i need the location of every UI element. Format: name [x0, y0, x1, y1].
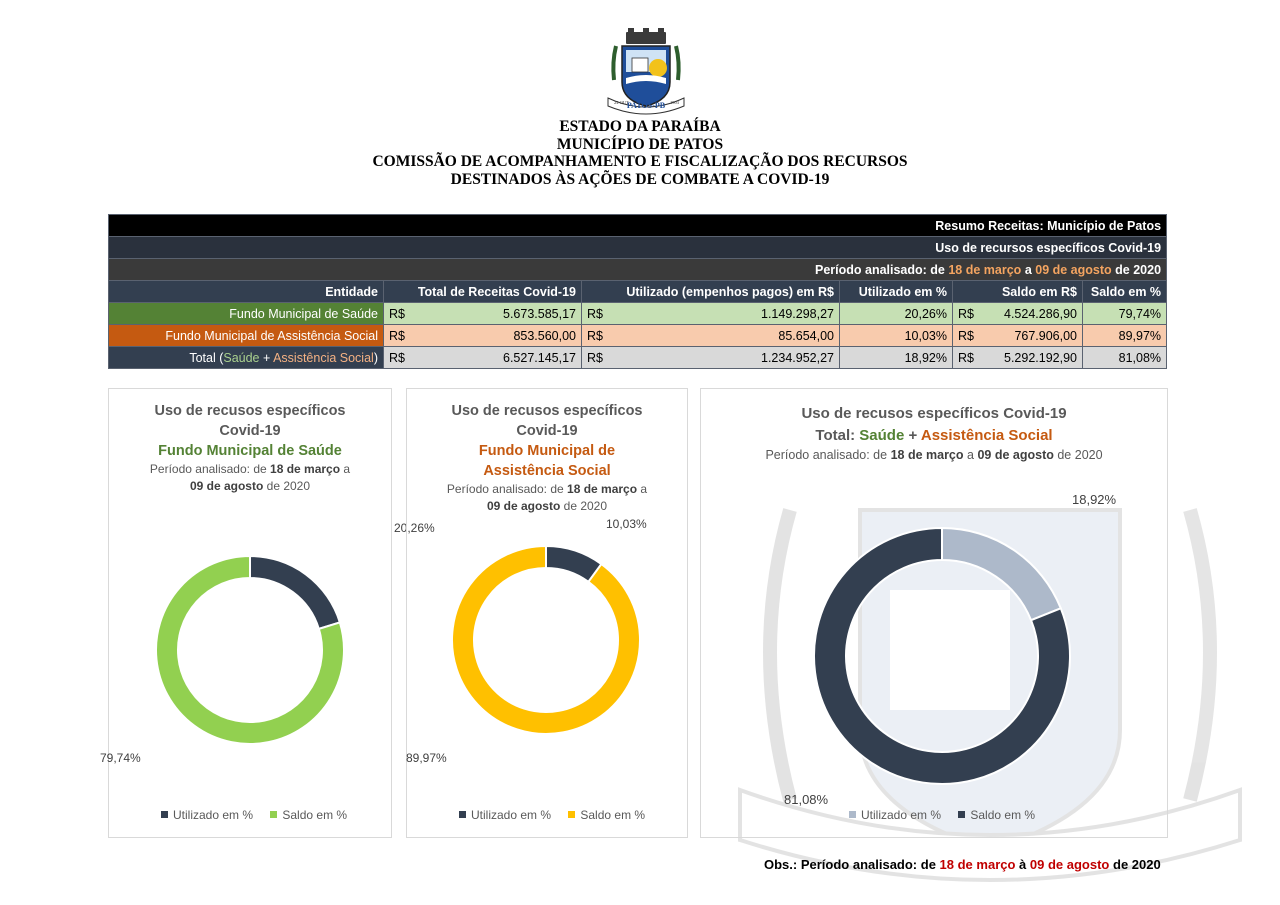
- data-label: 18,92%: [1072, 492, 1117, 507]
- data-label: 81,08%: [784, 792, 829, 807]
- chart-legend: Utilizado em % Saldo em %: [161, 808, 361, 822]
- svg-text:PATOS-PB: PATOS-PB: [626, 101, 666, 110]
- chart-period: Período analisado: de 18 de março a 09 de agosto de 2020: [765, 448, 1103, 462]
- balance-cell: R$ 5.292.192,90: [953, 347, 1083, 369]
- chart-panel-total: [700, 388, 1168, 838]
- used-cell: R$ 85.654,00: [582, 325, 840, 347]
- donut-chart: [407, 519, 687, 779]
- entity-cell: Fundo Municipal de Saúde: [109, 303, 384, 325]
- header-purpose: DESTINADOS ÀS AÇÕES DE COMBATE A COVID-19: [450, 170, 830, 188]
- total-cell: R$ 853.560,00: [384, 325, 582, 347]
- used-cell: R$ 1.234.952,27: [582, 347, 840, 369]
- balance-pct-cell: 81,08%: [1083, 347, 1167, 369]
- legend-swatch: [568, 811, 575, 818]
- donut-slice-used: [250, 556, 340, 629]
- chart-title: Uso de recusos específicos: [451, 403, 643, 419]
- table-subtitle: Uso de recursos específicos Covid-19: [109, 237, 1167, 259]
- col-header: Total de Receitas Covid-19: [384, 281, 582, 303]
- col-header: Saldo em R$: [953, 281, 1083, 303]
- table-header-row: [109, 281, 1167, 303]
- col-header: Utilizado (empenhos pagos) em R$: [582, 281, 840, 303]
- chart-subtitle: Assistência Social: [483, 463, 611, 479]
- table-row-total: [109, 347, 1167, 369]
- legend-swatch: [270, 811, 277, 818]
- balance-cell: R$ 4.524.286,90: [953, 303, 1083, 325]
- used-pct-cell: 18,92%: [840, 347, 953, 369]
- header-commission: COMISSÃO DE ACOMPANHAMENTO E FISCALIZAÇÃO DOS RECURSOS: [372, 153, 908, 170]
- data-label: 20,26%: [394, 521, 435, 535]
- summary-table: [108, 214, 1167, 369]
- data-label: 89,97%: [406, 751, 447, 765]
- chart-title: Uso de recusos específicos: [154, 403, 346, 419]
- entity-cell: Fundo Municipal de Assistência Social: [109, 325, 384, 347]
- chart-subtitle: Fundo Municipal de: [478, 443, 616, 459]
- table-title: Resumo Receitas: Município de Patos: [109, 215, 1167, 237]
- legend-swatch: [958, 811, 965, 818]
- observation-note: Obs.: Período analisado: de 18 de março à 09 de agosto de 2020: [764, 857, 1161, 872]
- chart-period: Período analisado: de 18 de março a 09 de agosto de 2020: [149, 462, 351, 493]
- chart-period: Período analisado: de 18 de março a 09 de agosto de 2020: [446, 482, 648, 513]
- total-cell: R$ 6.527.145,17: [384, 347, 582, 369]
- col-header: Saldo em %: [1083, 281, 1167, 303]
- chart-title: Covid-19: [219, 423, 281, 439]
- data-label: 79,74%: [100, 751, 141, 765]
- balance-pct-cell: 89,97%: [1083, 325, 1167, 347]
- used-cell: R$ 1.149.298,27: [582, 303, 840, 325]
- donut-slice-used: [942, 528, 1061, 620]
- total-cell: R$ 5.673.585,17: [384, 303, 582, 325]
- col-header: Utilizado em %: [840, 281, 953, 303]
- data-label: 10,03%: [606, 517, 647, 531]
- balance-pct-cell: 79,74%: [1083, 303, 1167, 325]
- chart-panel-assistencia: [406, 388, 688, 838]
- col-header: Entidade: [109, 281, 384, 303]
- header-municipality: MUNICÍPIO DE PATOS: [556, 135, 724, 153]
- coat-of-arms-logo: [604, 28, 688, 114]
- chart-subtitle: Total: Saúde + Assistência Social: [815, 427, 1053, 444]
- svg-text:1903: 1903: [670, 100, 679, 105]
- used-pct-cell: 10,03%: [840, 325, 953, 347]
- chart-legend: Utilizado em % Saldo em %: [849, 808, 1049, 822]
- balance-cell: R$ 767.906,00: [953, 325, 1083, 347]
- table-row: [109, 303, 1167, 325]
- used-pct-cell: 20,26%: [840, 303, 953, 325]
- svg-text:24 OUT: 24 OUT: [614, 100, 629, 105]
- entity-cell: Total (Saúde + Assistência Social): [109, 347, 384, 369]
- legend-swatch: [459, 811, 466, 818]
- table-row: [109, 325, 1167, 347]
- legend-swatch: [849, 811, 856, 818]
- chart-title: Covid-19: [516, 423, 578, 439]
- donut-chart: [701, 474, 1167, 807]
- report-header: [260, 118, 1020, 188]
- header-state: ESTADO DA PARAÍBA: [559, 118, 721, 135]
- chart-legend: Utilizado em % Saldo em %: [459, 808, 659, 822]
- legend-swatch: [161, 811, 168, 818]
- donut-slice-balance: [452, 546, 640, 734]
- chart-subtitle: Fundo Municipal de Saúde: [158, 443, 342, 459]
- chart-title: Uso de recusos específicos Covid-19: [801, 405, 1067, 422]
- table-period: Período analisado: de 18 de março a 09 de agosto de 2020: [109, 259, 1167, 281]
